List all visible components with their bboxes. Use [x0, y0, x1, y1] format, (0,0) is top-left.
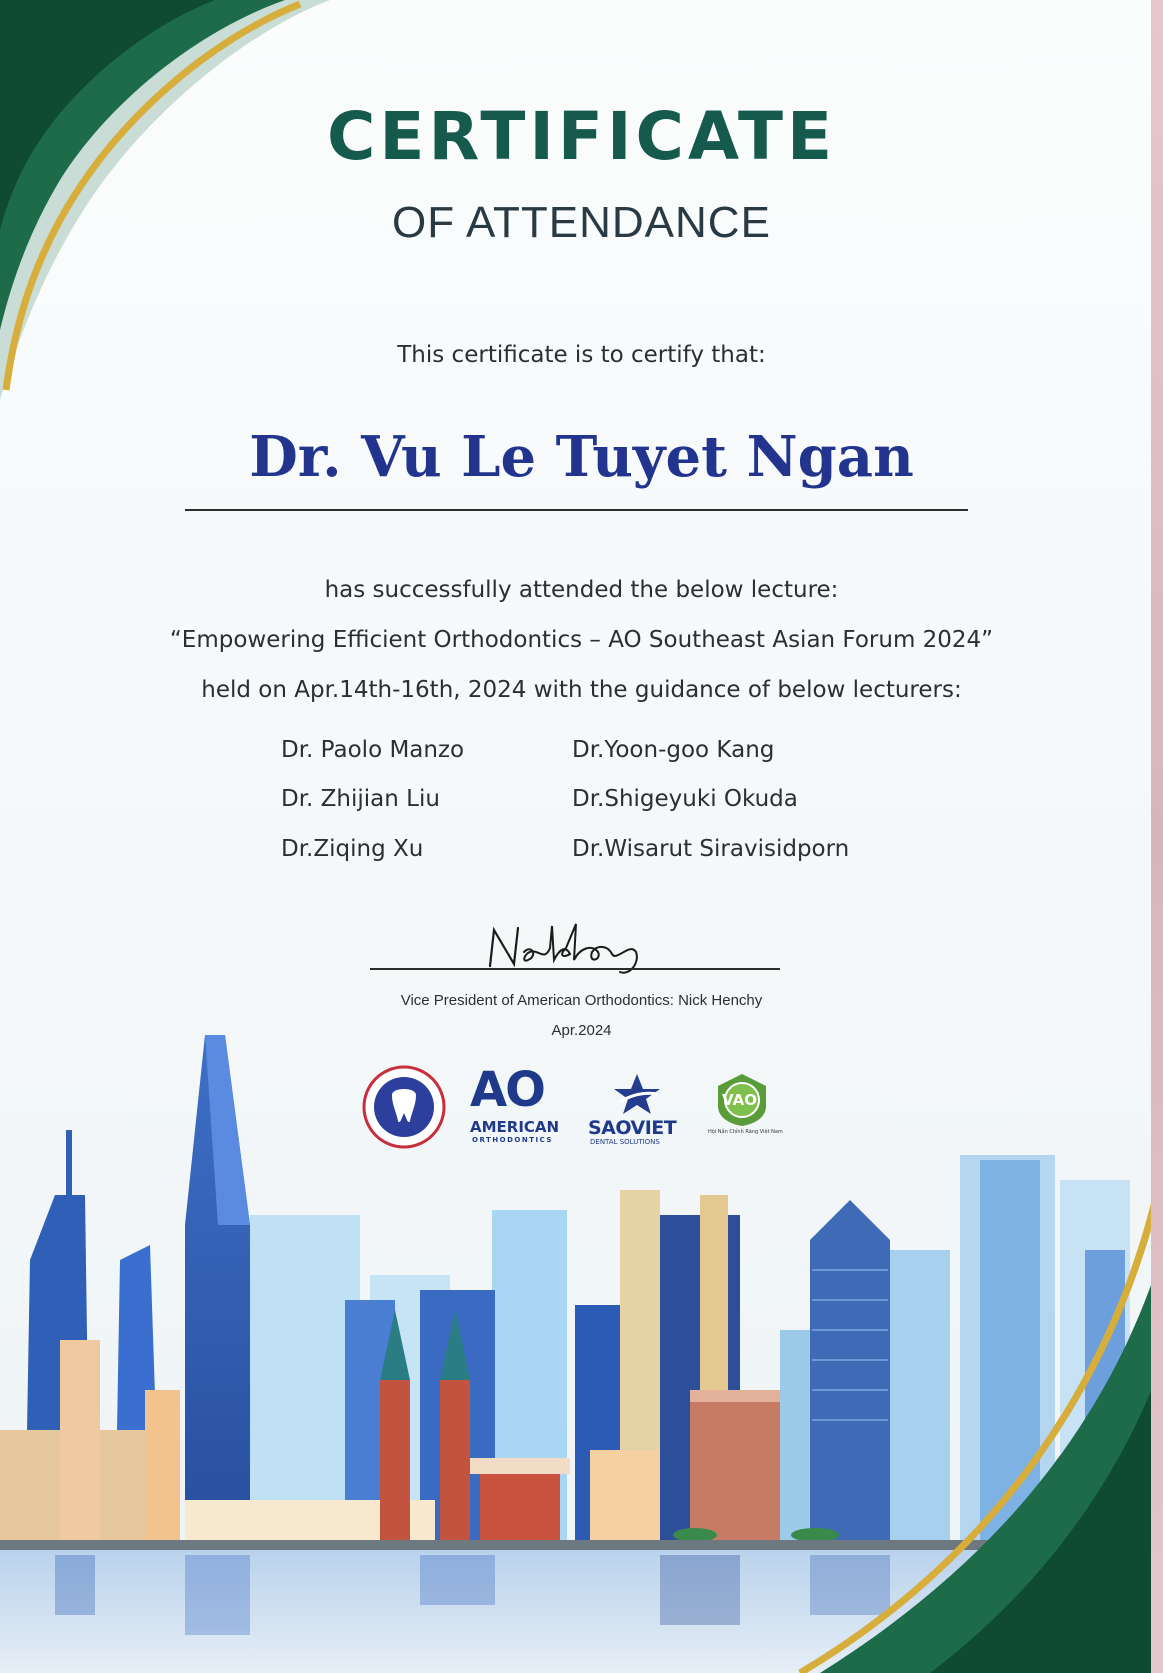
certificate-title: CERTIFICATE — [326, 98, 837, 175]
lecturer-name: Dr.Ziqing Xu — [281, 836, 424, 862]
lecturer-name: Dr. Paolo Manzo — [281, 737, 465, 763]
lecturer-name: Dr.Wisarut Siravisidporn — [572, 836, 850, 862]
lecturer-name: Dr.Shigeyuki Okuda — [572, 786, 798, 812]
signatory-caption: Vice President of American Orthodontics: Nick Henchy — [400, 992, 763, 1009]
saoviet-star-icon — [612, 1072, 662, 1116]
lecture-dates: held on Apr.14th-16th, 2024 with the guidance of below lecturers: — [201, 677, 962, 703]
signature-date: Apr.2024 — [551, 1022, 612, 1039]
city-skyline-illustration — [0, 1010, 1163, 1673]
lecturer-name: Dr. Zhijian Liu — [281, 786, 440, 812]
dental-association-seal-logo — [362, 1065, 446, 1149]
lecturer-name: Dr.Yoon-goo Kang — [572, 737, 775, 763]
vao-logo-subtitle: Hội Nắn Chỉnh Răng Việt Nam — [708, 1129, 783, 1135]
lecture-title: “Empowering Efficient Orthodontics – AO Southeast Asian Forum 2024” — [169, 627, 994, 653]
signature-line — [370, 968, 780, 970]
ao-logo-mark: AO — [470, 1062, 544, 1118]
photo-background-edge — [1151, 0, 1163, 1673]
saoviet-logo-subtitle: DENTAL SOLUTIONS — [590, 1138, 660, 1146]
certificate-subtitle: OF ATTENDANCE — [392, 198, 771, 247]
ao-logo-name: AMERICAN — [470, 1118, 560, 1136]
saoviet-logo-name: SAOVIET — [588, 1117, 677, 1139]
intro-text: This certificate is to certify that: — [397, 342, 766, 368]
vao-logo-mark: VAO — [722, 1091, 757, 1109]
recipient-name: Dr. Vu Le Tuyet Ngan — [249, 424, 914, 490]
name-underline — [185, 509, 968, 511]
ao-logo-subtitle: ORTHODONTICS — [472, 1136, 553, 1144]
attendance-statement: has successfully attended the below lecture: — [324, 577, 839, 603]
